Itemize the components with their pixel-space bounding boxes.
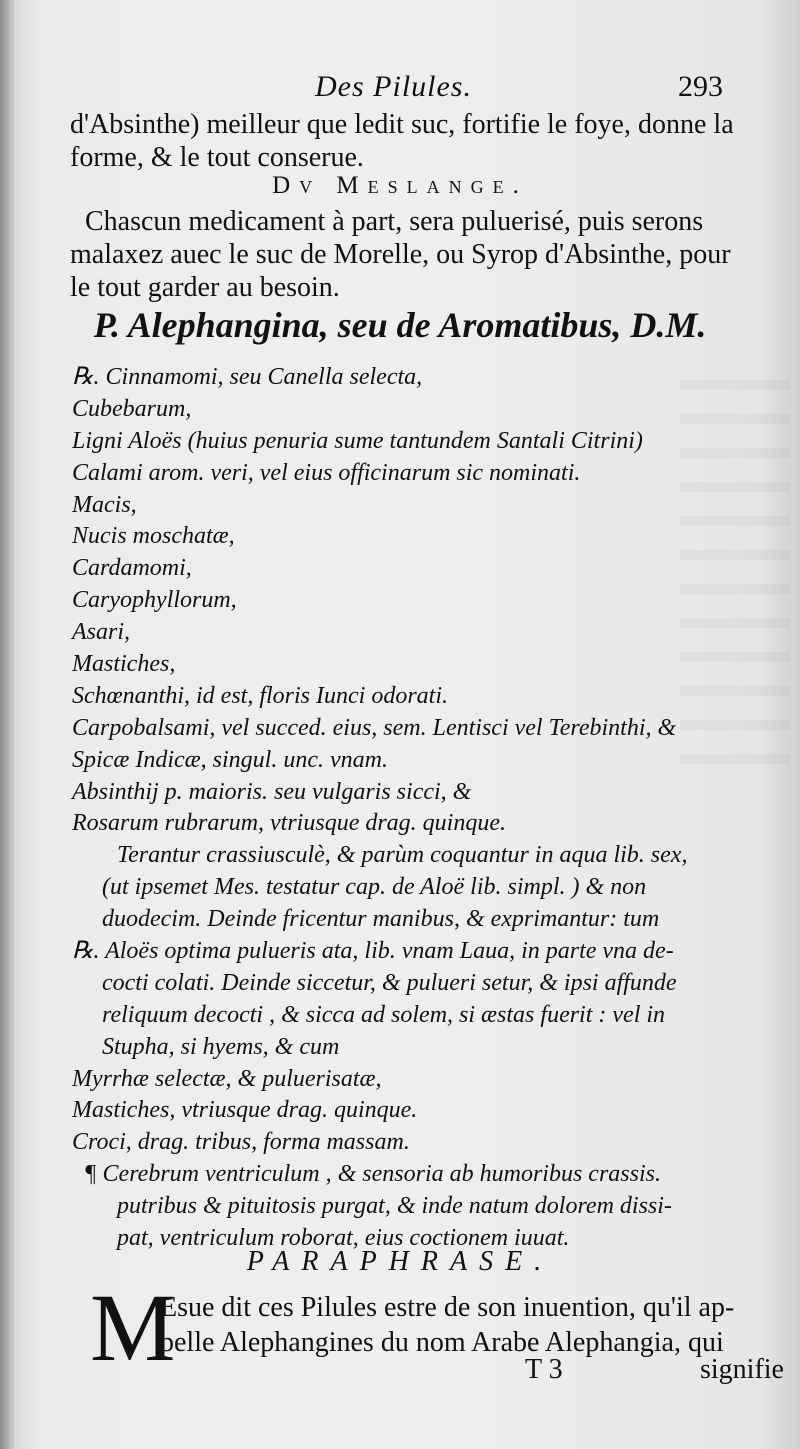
- recipe-line: Caryophyllorum,: [72, 587, 237, 614]
- recipe-line: Stupha, si hyems, & cum: [102, 1033, 340, 1060]
- recipe-line: Cardamomi,: [72, 555, 192, 582]
- text-line: d'Absinthe) meilleur que ledit suc, fortifie le foye, donne la: [70, 109, 734, 140]
- signature-mark: T 3: [525, 1354, 563, 1385]
- text-line: forme, & le tout conserue.: [70, 142, 364, 173]
- recipe-line: reliquum decocti , & sicca ad solem, si æstas fuerit : vel in: [102, 1001, 666, 1028]
- running-head: Des Pilules.: [315, 70, 472, 103]
- instruction-line: duodecim. Deinde fricentur manibus, & exprimantur: tum: [102, 906, 660, 933]
- recipe-line: Mastiches,: [72, 651, 176, 678]
- recipe-line: Macis,: [72, 491, 137, 518]
- drop-cap: M: [90, 1274, 176, 1381]
- recipe-line: Ligni Aloës (huius penuria sume tantundem Santali Citrini): [72, 427, 643, 454]
- recipe-line: ℞. Aloës optima pulueris ata, lib. vnam Laua, in parte vna de-: [72, 938, 674, 965]
- recipe-line: Myrrhæ selectæ, & puluerisatæ,: [72, 1065, 382, 1092]
- text-line: Chascun medicament à part, sera puluerisé, puis serons: [85, 206, 704, 237]
- top-paragraph: [70, 108, 750, 174]
- text-line: malaxez auec le suc de Morelle, ou Syrop d'Absinthe, pour: [70, 239, 731, 270]
- section-title: Dv Meslange.: [272, 172, 528, 199]
- text-line: pelle Alephangines du nom Arabe Alephangia, qui: [160, 1327, 724, 1358]
- recipe-heading: P. Alephangina, seu de Aromatibus, D.M.: [93, 305, 707, 345]
- recipe-line: Mastiches, vtriusque drag. quinque.: [72, 1097, 418, 1124]
- recipe-line: Carpobalsami, vel succed. eius, sem. Lentisci vel Terebinthi, &: [72, 714, 677, 741]
- page-gutter: [0, 0, 14, 1449]
- instruction-line: Terantur crassiusculè, & parùm coquantur in aqua lib. sex,: [117, 842, 688, 869]
- catchword: signifie: [700, 1354, 784, 1385]
- paraphrase-paragraph: [160, 1290, 770, 1360]
- recipe-block: [72, 362, 772, 1255]
- recipe-line: Rosarum rubrarum, vtriusque drag. quinque.: [72, 810, 507, 837]
- recipe-line: Absinthij p. maioris. seu vulgaris sicci, &: [72, 778, 472, 805]
- recipe-line: Asari,: [72, 619, 131, 646]
- note-line: pat, ventriculum roborat, eius coctionem iuuat.: [117, 1225, 570, 1252]
- recipe-line: cocti colati. Deinde siccetur, & pulueri setur, & ipsi affunde: [102, 969, 677, 996]
- text-line: le tout garder au besoin.: [70, 272, 340, 303]
- recipe-line: Schœnanthi, id est, floris Iunci odorati.: [72, 682, 448, 709]
- recipe-line: Croci, drag. tribus, forma massam.: [72, 1129, 410, 1156]
- page-number: 293: [678, 70, 723, 103]
- instruction-line: (ut ipsemet Mes. testatur cap. de Aloë lib. simpl. ) & non: [102, 874, 647, 901]
- note-line: ¶ Cerebrum ventriculum , & sensoria ab humoribus crassis.: [84, 1161, 661, 1188]
- recipe-line: Cubebarum,: [72, 395, 192, 422]
- recipe-line: ℞. Cinnamomi, seu Canella selecta,: [72, 364, 423, 390]
- recipe-line: Nucis moschatæ,: [72, 523, 235, 550]
- mixing-paragraph: [70, 205, 750, 304]
- page-header: [0, 70, 800, 110]
- recipe-line: Spicæ Indicæ, singul. unc. vnam.: [72, 746, 388, 773]
- paraphrase-title: PARAPHRASE.: [246, 1246, 554, 1277]
- text-line: Esue dit ces Pilules estre de son inuention, qu'il ap-: [160, 1292, 735, 1323]
- note-line: putribus & pituitosis purgat, & inde natum dolorem dissi-: [117, 1193, 672, 1220]
- recipe-line: Calami arom. veri, vel eius officinarum sic nominati.: [72, 459, 581, 486]
